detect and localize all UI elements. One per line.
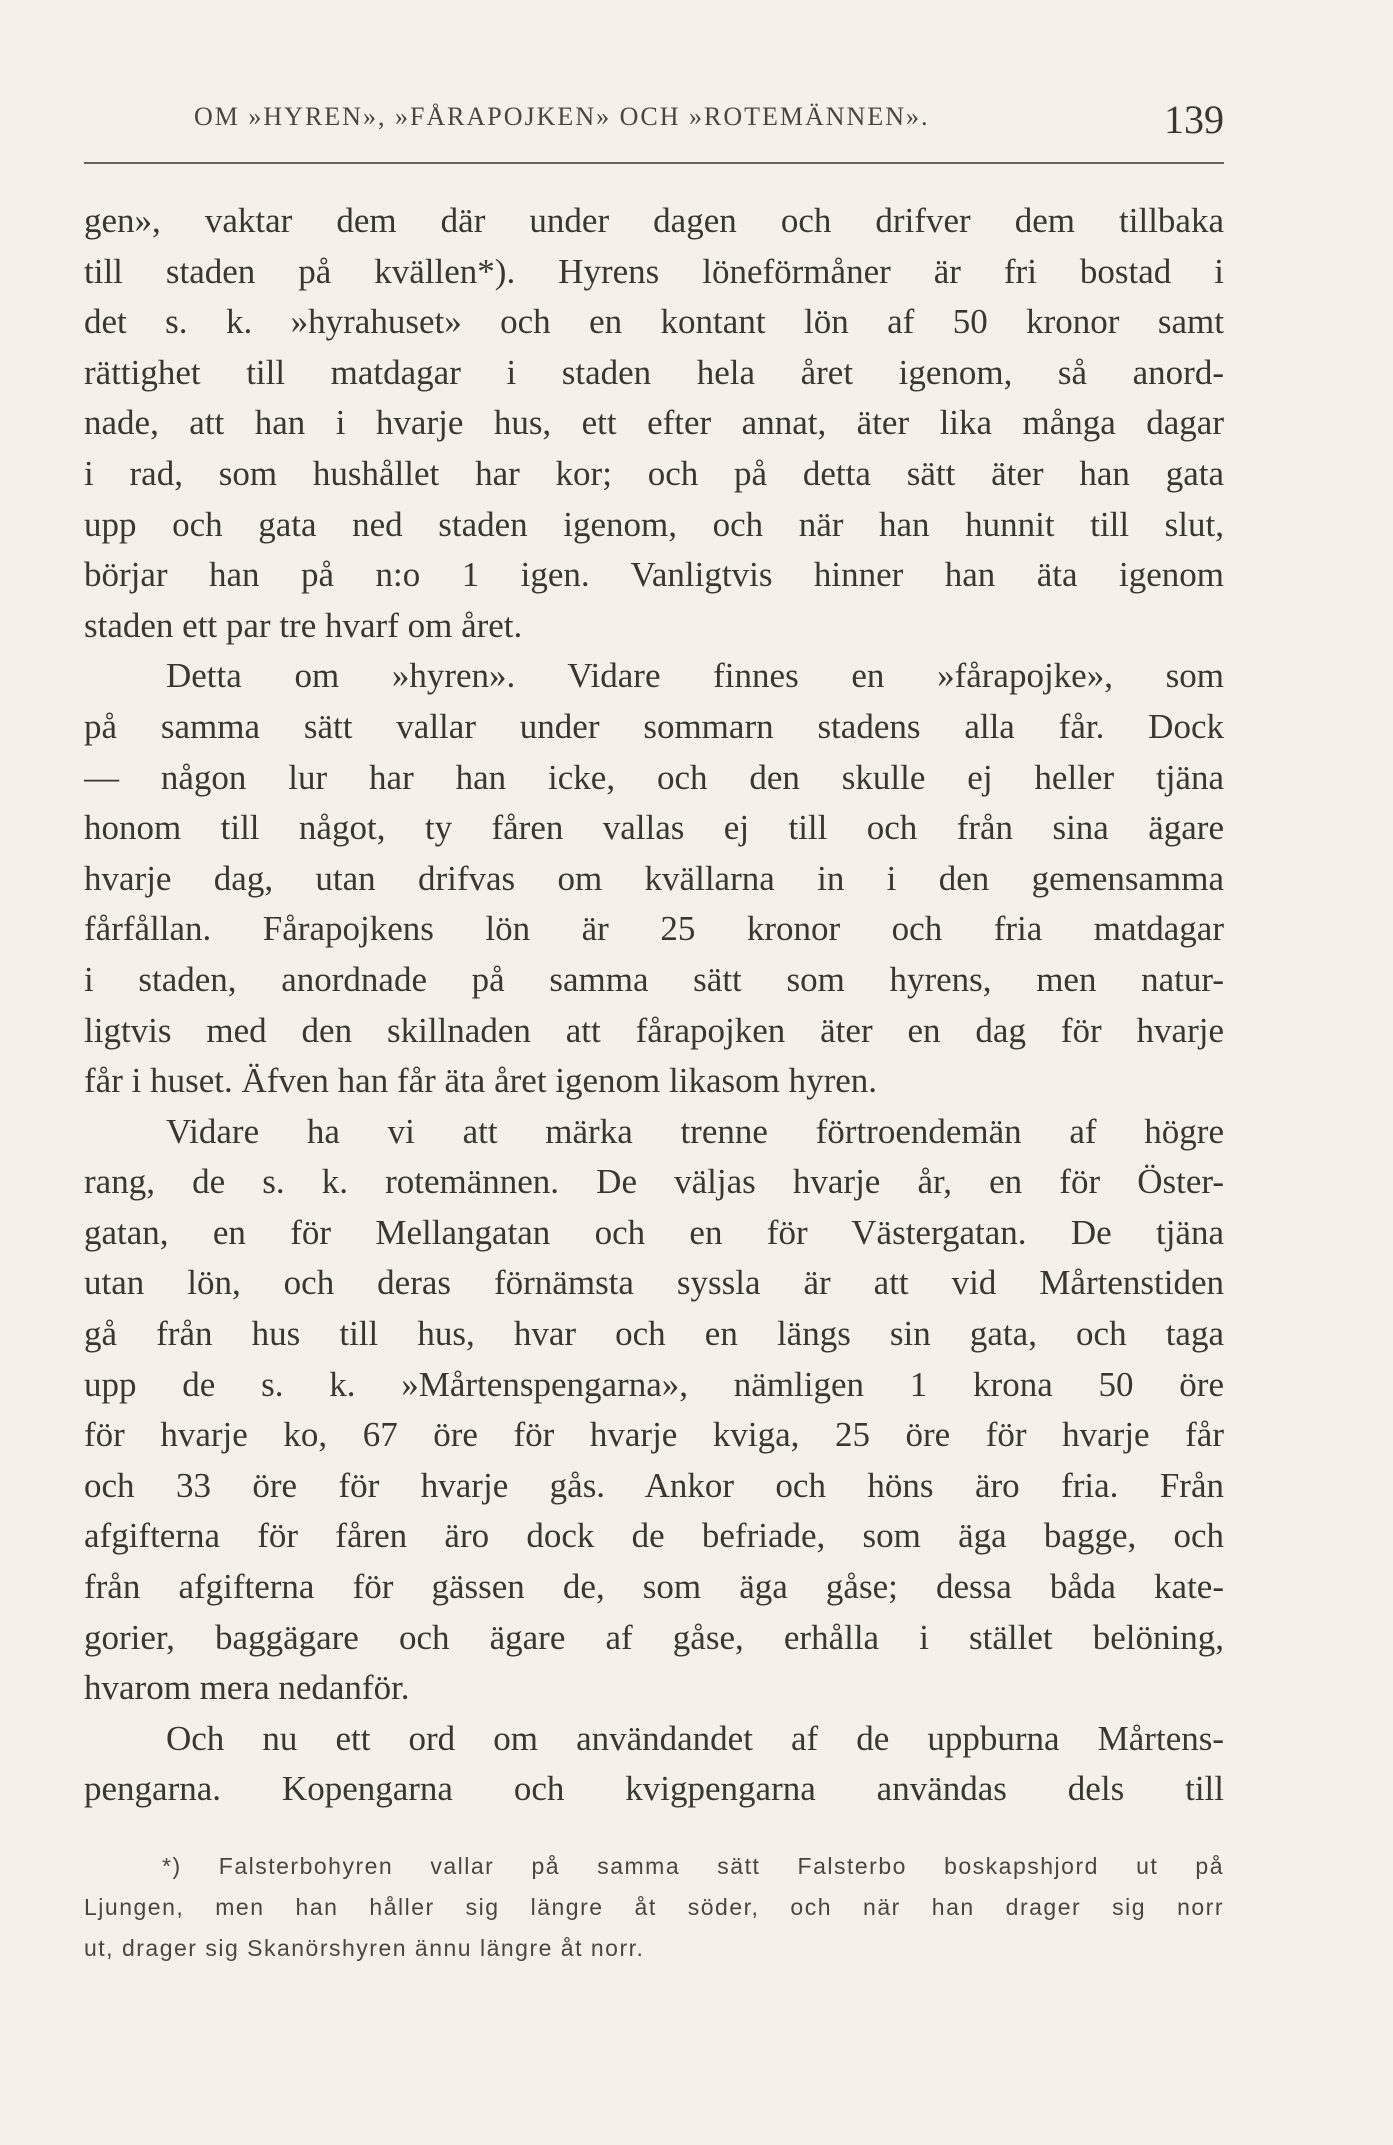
page-number: 139 <box>1164 97 1224 142</box>
body-line: nade, att han i hvarje hus, ett efter annat, äter lika många dagar <box>84 403 1224 443</box>
body-line: gatan, en för Mellangatan och en för Västergatan. De tjäna <box>84 1212 1224 1252</box>
body-line: gorier, baggägare och ägare af gåse, erhålla i stället belöning, <box>84 1617 1224 1657</box>
body-text <box>84 196 1224 1815</box>
body-line: ligtvis med den skillnaden att fårapojken äter en dag för hvarje <box>84 1010 1224 1050</box>
footnote-line: ut, drager sig Skanörshyren ännu längre åt norr. <box>84 1935 645 1961</box>
body-line: — någon lur har han icke, och den skulle ej heller tjäna <box>84 757 1224 797</box>
body-line-paragraph-start: Och nu ett ord om användandet af de uppburna Mårtens- <box>166 1718 1224 1758</box>
header-rule <box>84 162 1224 164</box>
running-head <box>84 88 1224 148</box>
running-title: OM »HYREN», »FÅRAPOJKEN» OCH »ROTEMÄNNEN». <box>194 102 930 131</box>
body-line: för hvarje ko, 67 öre för hvarje kviga, 25 öre för hvarje får <box>84 1415 1224 1455</box>
body-line-paragraph-end: får i huset. Äfven han får äta året igenom likasom hyren. <box>84 1061 878 1101</box>
body-line: rang, de s. k. rotemännen. De väljas hvarje år, en för Öster- <box>84 1162 1224 1202</box>
body-line: och 33 öre för hvarje gås. Ankor och höns äro fria. Från <box>84 1465 1224 1505</box>
body-line-paragraph-start: Detta om »hyren». Vidare finnes en »fårapojke», som <box>166 656 1224 696</box>
body-line: fårfållan. Fårapojkens lön är 25 kronor och fria matdagar <box>84 909 1224 949</box>
footnotes <box>84 1846 1224 1969</box>
footnote-line: *) Falsterbohyren vallar på samma sätt Falsterbo boskapshjord ut på <box>162 1853 1224 1879</box>
body-line-paragraph-end: staden ett par tre hvarf om året. <box>84 605 523 645</box>
body-line: i staden, anordnade på samma sätt som hyrens, men natur- <box>84 959 1224 999</box>
body-line: honom till något, ty fåren vallas ej till och från sina ägare <box>84 808 1224 848</box>
body-line: det s. k. »hyrahuset» och en kontant lön af 50 kronor samt <box>84 302 1224 342</box>
body-line: på samma sätt vallar under sommarn stadens alla får. Dock <box>84 706 1224 746</box>
body-line-paragraph-end: hvarom mera nedanför. <box>84 1668 410 1708</box>
body-line: hvarje dag, utan drifvas om kvällarna in i den gemensamma <box>84 858 1224 898</box>
body-line: upp och gata ned staden igenom, och när han hunnit till slut, <box>84 504 1224 544</box>
body-line: utan lön, och deras förnämsta syssla är att vid Mårtenstiden <box>84 1263 1224 1303</box>
body-line: gå från hus till hus, hvar och en längs sin gata, och taga <box>84 1314 1224 1354</box>
body-line: i rad, som hushållet har kor; och på detta sätt äter han gata <box>84 453 1224 493</box>
body-line: rättighet till matdagar i staden hela året igenom, så anord- <box>84 352 1224 392</box>
body-line: pengarna. Kopengarna och kvigpengarna användas dels till <box>84 1769 1224 1809</box>
body-line: afgifterna för fåren äro dock de befriade, som äga bagge, och <box>84 1516 1224 1556</box>
body-line: gen», vaktar dem där under dagen och drifver dem tillbaka <box>84 201 1224 240</box>
body-line: till staden på kvällen*). Hyrens löneförmåner är fri bostad i <box>84 251 1224 291</box>
body-line: upp de s. k. »Mårtenspengarna», nämligen 1 krona 50 öre <box>84 1364 1224 1404</box>
body-line-paragraph-start: Vidare ha vi att märka trenne förtroendemän af högre <box>166 1111 1224 1151</box>
body-line: från afgifterna för gässen de, som äga gåse; dessa båda kate- <box>84 1567 1224 1607</box>
footnote-line: Ljungen, men han håller sig längre åt söder, och när han drager sig norr <box>84 1894 1224 1920</box>
body-line: börjar han på n:o 1 igen. Vanligtvis hinner han äta igenom <box>84 555 1224 595</box>
